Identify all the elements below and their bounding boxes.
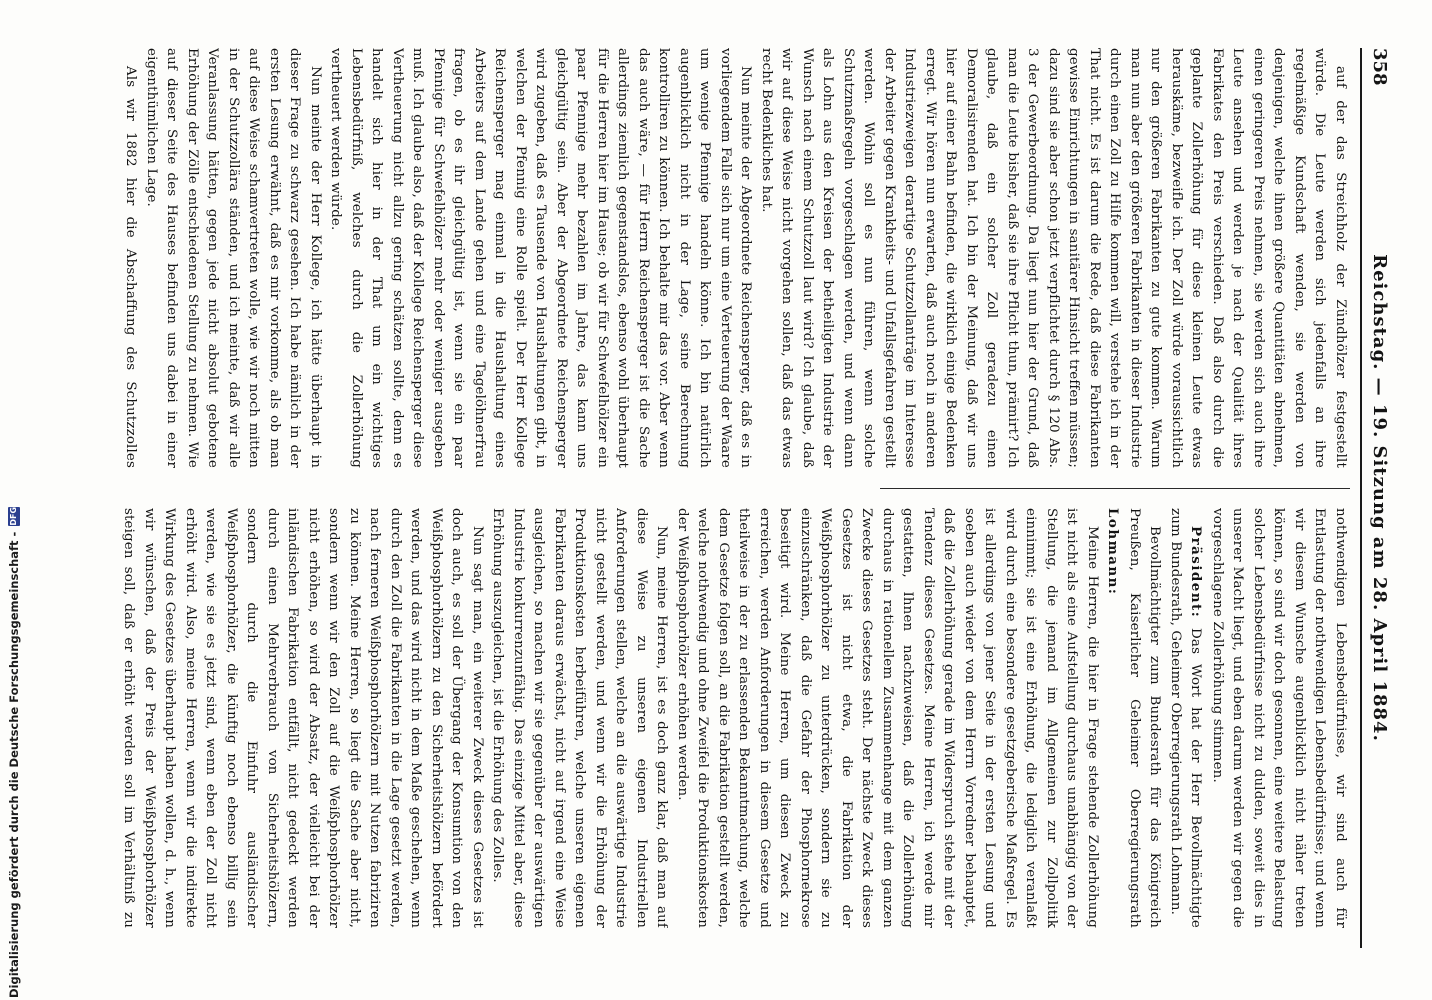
digitization-footer xyxy=(2,506,30,1000)
rotated-page-content xyxy=(100,48,1390,948)
commissioner-intro-paragraph xyxy=(1102,508,1165,928)
left-paragraph-4: Als wir 1882 hier die Abschaffung des Schutzzolles xyxy=(123,66,139,468)
header-title: Reichstag. — 19. Sitzung am 28. April 1884. xyxy=(1369,254,1390,742)
left-paragraph-2: Nun meinte der Abgeordnete Reichensperger, daß es in vorliegendem Falle sich nur um eine Verteuerung der Waare um wenige Pfennige handeln könne. Ich bin natürlich augenblicklich nicht in der Lage, seine Berechnung kontrolliren zu können. Ich behalte mir das vor. Aber wenn das auch wäre, — für Herrn Reichensperger ist die Sache allerdings ziemlich gegenstandslos, ebenso wohl überhaupt für die Herren hier im Hause; ob wir für Schwefelhölzer ein paar Pfennige mehr bezahlen im Jahre, das kann uns gleichgültig sein. Aber der Abgeordnete Reichensperger wird zugeben, daß es Tausende von Haushaltungen gibt, in welchen der Pfennig eine Rolle spielt. Der Herr Kollege Reichensperger mag einmal in die Haushaltung eines Arbeiters auf dem Lande gehen und eine Tagelöhnerfrau fragen, ob es ihr gleichgültig ist, wenn sie ein paar Pfennige für Schwefelhölzer mehr oder weniger ausgeben muß. Ich glaube also, daß der Kollege Reichensperger diese Vertheuerung nicht allzu gering schätzen sollte, denn es handelt sich hier in der That um ein wichtiges Lebensbedürfniß, welches durch die Zollerhöhung vertheuert werden würde. xyxy=(328,48,754,468)
left-paragraph-1: auf der das Streichholz der Zündhölzer festgestellt würde. Die Leute werden sich jedenfalls an ihre regelmäßige Kundschaft wenden, sie werden von denjenigen, welche ihnen größere Quantitäten abnehmen, einen geringeren Preis nehmen, sie werden sich auch ihre Leute ansehen und werden je nach der Qualität ihres Fabrikates den Preis verschieden. Daß also durch die geplante Zollerhöhung für diese kleinen Leute etwas herauskäme, bezweifle ich. Der Zoll würde voraussichtlich nur den größeren Fabrikanten zu gute kommen. Warum man nun aber den größeren Fabrikanten in dieser Industrie durch einen Zoll zu Hilfe kommen will, verstehe ich in der That nicht. Es ist darum die Rede, daß diese Fabrikanten gewisse Einrichtungen in sanitärer Hinsicht treffen müssen; dazu sind sie aber schon jetzt verpflichtet durch § 120 Abs. 3 der Gewerbeordnung. Da liegt nun hier der Grund, daß man die Leute bisher, daß sie ihre Pflicht thun, prämirt? Ich glaube, daß ein solcher Zoll geradezu einen Demoralisirenden hat. Ich bin der Meinung, daß wir uns hier auf einer Bahn befinden, die wirklich einige Bedenken erregt. Wir hören nun erwarten, daß auch noch in anderen Industriezweigen derartige Schutzzollanträge im Interesse der Arbeiter gegen Krankheits- und Unfallsgefahren gestellt werden. Wohin soll es nun führen, wenn solche Schutzmaßregeln vorgeschlagen werden, und wenn dann als Lohn aus den Kreisen der betheiligten Industrie der Wunsch nach einem Schutzzoll laut wird? Ich glaube, daß wir auf diese Weise nicht vorgehen sollen, daß das etwas recht Bedenkliches hat. xyxy=(759,48,1348,468)
commissioner-paragraph-3: Nun sagt man, ein weiterer Zweck dieses Gesetzes ist doch auch, es soll der Übergang der Konsumtion von den Weißphosphorhölzern zu den Sicherheitshölzern befördert werden, und das wird nicht in dem Maße geschehen, wenn durch den Zoll die Fabrikanten in die Lage gesetzt werden, nach ferneren Weißphosphorhölzern mit Nutzen fabriziren zu können. Meine Herren, so liegt die Sache aber nicht, sondern wenn wir den Zoll auf die Weißphosphorhölzer nicht erhöhen, so wird der Absatz, der vielleicht bei der inländischen Fabrikation entfällt, nicht gedeckt werden durch einen Mehrverbrauch von Sicherheitshölzern, sondern durch die Einfuhr ausländischer Weißphosphorhölzer, die künftig noch ebenso billig sein werden, wie sie es jetzt sind, wenn eben der Zoll nicht erhöht wird. Also, meine Herren, wenn wir die indirekte Wirkung des Gesetzes überhaupt haben wollen, d. h., wenn wir wünschen, daß der Preis der Weißphosphorhölzer steigen soll, daß er erhöht werden soll im Verhältniß zu xyxy=(121,508,485,928)
president-text: Das Wort hat der Herr Bevollmächtigte zum Bundesrath, Geheimer Oberregierungsrath Lohmann. xyxy=(1168,508,1204,928)
right-column xyxy=(120,508,1350,928)
commissioner-paragraph-2: Nun, meine Herren, ist es doch ganz klar, daß man auf diese Weise zu unseren eigenen Industriellen Anforderungen stellen, welche an die auswärtige Industrie nicht gestellt werden, und wenn wir die Erhöhung der Produktionskosten herbeiführen, welche unseren eigenen Fabrikanten daraus erwächst, nicht auf irgend eine Weise ausgleichen, so machen wir sie gegenüber der auswärtigen Industrie konkurrenzunfähig. Das einzige Mittel aber, diese Erhöhung auszugleichen, ist die Erhöhung des Zolles. xyxy=(490,508,670,928)
footer-text-row xyxy=(6,506,22,998)
commissioner-speaker: Lohmann: xyxy=(1105,508,1122,596)
page-header xyxy=(1364,48,1390,948)
president-paragraph xyxy=(1165,508,1207,928)
page-number: 358 xyxy=(1369,48,1390,86)
footer-text: Digitalisierung gefördert durch die Deutsche Forschungsgemeinschaft - xyxy=(7,531,21,998)
president-speaker: Präsident: xyxy=(1188,526,1205,619)
left-paragraph-3: Nun meinte der Herr Kollege, ich hätte überhaupt in dieser Frage zu schwarz gesehen. Ich habe nämlich in der ersten Lesung erwähnt, daß es mir vorkomme, als ob man auf diese Weise schamvertreten wolle, wie wir noch mitten in der Schutzzollära ständen, und ich meinte, daß wir alle Veranlassung hätten, gegen jede nicht absolut gebotene Erhöhung der Zölle entschiedenen Stellung zu nehmen. Wie auf dieser Seite des Hauses befinden uns dabei in einer eigenthümlichen Lage. xyxy=(144,48,323,468)
right-paragraph-1: nothwendigen Lebensbedürfnisse, wir sind auch für Entlastung der nothwendigen Lebensbedürfnisse; und wenn wir diesem Wunsche augenblicklich nicht näher treten können, so sind wir doch gesonnen, eine weitere Belastung solcher Lebensbedürfnisse nicht zu dulden, soweit dies in unserer Macht liegt, und eben darum werden wir gegen die vorgeschlagene Zollerhöhung stimmen. xyxy=(1210,508,1348,928)
column-divider xyxy=(880,488,1350,489)
commissioner-intro: Bevollmächtigter zum Bundesrath für das Königreich Preußen, Kaiserlicher Geheimer Oberregierungsrath xyxy=(1127,508,1163,928)
dfg-logo: DFG xyxy=(9,506,18,526)
commissioner-paragraph-1: Meine Herren, die hier in Frage stehende Zollerhöhung ist nicht als eine Aufstellung durchaus unabhängig von der Stellung, die jemand im Allgemeinen zur Zollpolitik einnimmt; sie ist eine Erhöhung, die lediglich veranlaßt wird durch eine besondere gesetzgeberische Maßregel. Es ist allerdings von jener Seite in der ersten Lesung und soeben auch wieder von dem Herrn Vorredner behauptet, daß die Zollerhöhung gerade im Widerspruch stehe mit der Tendenz dieses Gesetzes. Meine Herren, ich werde mir gestatten, Ihnen nachzuweisen, daß die Zollerhöhung durchaus in rationellem Zusammenhange mit dem ganzen Zwecke dieses Gesetzes steht. Der nächste Zweck dieses Gesetzes ist nicht etwa, die Fabrikation der Weißphosphorhölzer zu unterdrücken, sondern sie zu einzuschränken, daß die Gefahr der Phosphornekrose beseitigt wird. Meine Herren, um diesen Zweck zu erreichen, werden Anforderungen in diesem Gesetze und theilweise in der zu erlassenden Bekanntmachung, welche dem Gesetze folgen soll, an die Fabrikation gestellt werden, welche nothwendig und ohne Zweifel die Produktionskosten der Weißphosphorhölzer erhöhen werden. xyxy=(675,508,1100,928)
left-column xyxy=(120,48,1350,468)
header-rule xyxy=(1360,48,1362,948)
